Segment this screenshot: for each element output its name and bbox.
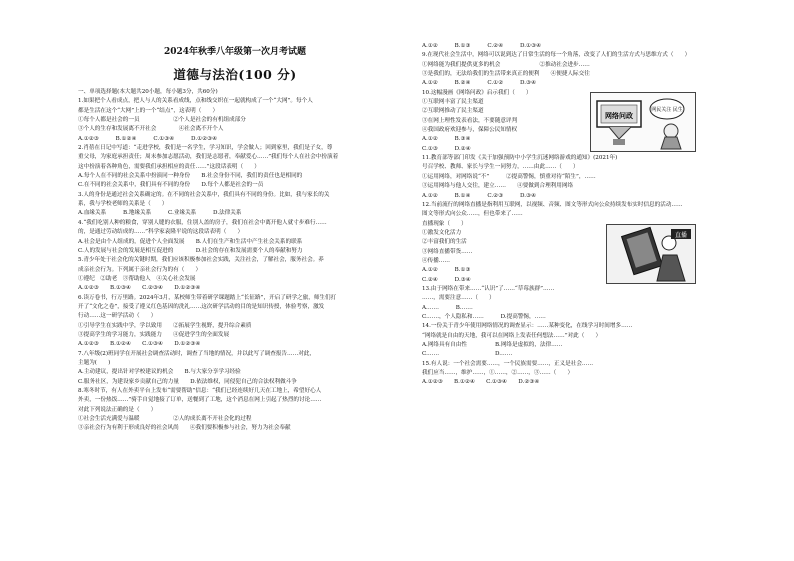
left-text-line: 成亲社会行为。下列属于亲社会行为的有（ ） [78, 266, 202, 273]
right-text-line: ③在网上理性发表看法，不要随意评判 [422, 117, 518, 124]
left-text-line: A.社会是由个人组成的，促进个人全面发展 B.人们在生产和生活中产生社会关系的联系 [78, 238, 303, 245]
right-text-line: A.①② B.③④ [422, 136, 471, 143]
right-text-line: 12.当前流行的网络直播是指利用互联网，以视频、音频、图文等形式向公众持续发布实时信息的活动…… [422, 201, 683, 208]
cartoon2-caption: 直播 [674, 232, 688, 239]
left-text-line: C.服务社区，为建设家乡贡献自己的力量 D.依法维权，同侵犯自己的合法权利做斗争 [78, 378, 297, 385]
cartoon-network-politics-icon [591, 93, 695, 151]
left-text-line: C.人的发展与社会的发展是相互促进的 D.社会的存在和发展需要个人的奉献和努力 [78, 247, 303, 254]
left-text-line: A.①②③ B.①③④ C.②③④ D.①②③④ [78, 285, 201, 292]
left-text-line: ③亲社会行为有利于形成良好的社会风尚 ④我们要积极参与社会，努力为社会奉献 [78, 425, 291, 432]
right-text-line: “网络就是自由的天地，我可以在网络上发表任何想法……”对此（ ） [422, 332, 602, 339]
right-text-line: 13.由于网络在带来……“认识”了……“草莓族群”…… [422, 285, 555, 292]
cartoon-live-streaming [606, 224, 696, 284]
left-text-line: 开了“文化之卷”，接受了遵义红色基因的洗礼……这次研学活动的目的是知识传授，体验考察，激发 [78, 303, 325, 310]
right-text-line: ①运用网络，对网络说“不” ②提高警惕，慎重对待“陌生”，…… [422, 173, 596, 180]
right-text-line: ③运用网络与他人交往，建立…… ④要做到合理利用网络 [422, 183, 574, 190]
right-text-line: C.①③ D.②④ [422, 145, 471, 152]
right-text-line: 号召学校、教师、家长与学生一同努力，……由此……（ ） [422, 164, 579, 171]
cartoon1-caption: 网络问政 [605, 112, 633, 120]
left-text-line: 6.读万卷书，行万里路。2024年3月，某校师生带着研学课题踏上“长征路”，开启了研学之旅，师生们打 [78, 294, 337, 301]
left-text-line: A.主动建议，提出针对学校建议的机会 B.与大家分享学习经验 [78, 369, 241, 376]
cartoon1-bubble: 网民关注 民生 [651, 107, 683, 113]
left-text-line: 系，我与学校老师的关系是（ ） [78, 201, 168, 208]
right-text-line: C.…… D.…… [422, 351, 513, 358]
right-text-line: 10.这幅漫画《网络问政》启示我们（ ） [422, 89, 532, 96]
right-text-line: ②互联网推动了民主渠道 [422, 108, 484, 115]
left-text-line: ③提高学生的学习能力，实践能力 ④促进学生的全面发展 [78, 331, 230, 338]
left-text-line: A.血缘关系 B.地缘关系 C.业缘关系 D.法律关系 [78, 210, 242, 217]
left-text-line: ①引导学生在实践中学，学以致用 ②拓展学生视野，提升综合素质 [78, 322, 252, 329]
right-text-line: ①激发文化活力 [422, 229, 462, 236]
cartoon-network-politics [590, 92, 696, 152]
left-text-line: 7.八年级(2)班同学在开展社会调查活动时，调查了当地的情况，并以此写了调查报告……对此， [78, 350, 316, 357]
left-text-line: 外卖，一份热饭……”骑手自觉地接了订单，送餐到了工地，这个消息在网上引起了热烈的讨论…… [78, 397, 322, 404]
right-text-line: A.…… B.…… [422, 304, 473, 311]
left-text-line: ①遵纪 ②助老 ③帮助他人 ④关心社会发展 [78, 275, 196, 282]
left-text-line: ①每个人都是社会的一员 ②个人是社会的有机组成部分 [78, 117, 246, 124]
left-text-line: 8.寒冬时节，有人在外卖平台上发布“需要帮助”信息：“我们已经连续好几天在工地上，希望好心人 [78, 388, 322, 394]
right-text-line: ③网络直播带货…… [422, 248, 473, 255]
right-text-line: ……，需要注意……（ ） [422, 295, 495, 302]
right-text-line: A.①② B.①③ [422, 267, 471, 274]
left-text-line: 3.人的身份是通过社会关系确定的。在不同的社会关系中，我们具有不同的身份。比如，我与家长的关 [78, 191, 330, 198]
right-text-line: C.……，个人隐私和…… D.提高警惕，…… [422, 313, 546, 320]
left-text-line: ①社会生活充满爱与温暖 ②人的成长离不开社会化的过程 [78, 416, 252, 423]
left-text-line: ③个人的生存和发展离不开社会 ④社会离不开个人 [78, 126, 224, 133]
left-text-line: 对此下列说法正确的是（ ） [78, 406, 157, 413]
right-text-line: ①互联网丰富了民主渠道 [422, 99, 484, 106]
left-text-line: 都是生活在这个“大网”上的一个“结点”，这表明（ ） [78, 107, 219, 114]
right-text-line: 9.在现代社会生活中，网络可以说到达了日常生活的每一个角落，改变了人们的生活方式与思维方式（ ） [422, 52, 691, 59]
right-text-line: 11.教育部等部门印发《关于加强预防中小学生沉迷网络游戏的通知》(2021年) [422, 155, 618, 162]
left-text-line: 这中扮演着各种角色，需要我们承担相应的责任……”这段话表明（ ） [78, 163, 260, 170]
exam-title: 2024年秋季八年级第一次月考试题 [163, 47, 307, 57]
left-text-line: 主题为( ) [78, 359, 111, 366]
right-text-line: A.网络具有自由性 B.网络是虚拟的，法律…… [422, 342, 563, 348]
right-text-line: A.①②③ B.①②④ C.①③④ D.②③④ [422, 379, 540, 386]
right-text-line: 14.一份关于青少年使用网络情况的调查显示：……某种变化，在线学习时间增多…… [422, 323, 633, 330]
left-text-line: 的，是通过劳动结成的……”科学家袁隆平说的这段话表明（ ） [78, 229, 244, 236]
right-text-line: C.②④ D.③④ [422, 276, 471, 283]
left-text-line: 1.如果把个人看成点，把人与人的关系看成线，点和线交织在一起就构成了一个“大网”。每个人 [78, 98, 313, 105]
left-text-line: 行动……这一研学活动（ ） [78, 313, 157, 320]
left-text-line: A.每个人在不同的社会关系中扮演同一种身份 B.社会身份不同，我们的责任也是相同的 [78, 173, 303, 180]
right-text-line: A.①② B.②④ C.①② D.③④ [422, 80, 537, 87]
left-text-line: 2.肖蓓在日记中写道：“走进学校，我们是一名学生，学习知识，学会做人；回到家里，我们是子女，尊 [78, 145, 333, 152]
left-text-line: 重父母，为家庭承担责任；周末参加志愿活动，我们是志愿者，奉献爱心……”我们每个人在社会中扮演着 [78, 154, 339, 161]
left-text-line: 4.“我们吃别人种的粮食，穿别人缝的衣服，住别人盖的房子，我们在社会中离开他人就寸步难行…… [78, 219, 327, 226]
left-text-line: A.①②③ B.①②④ C.①③④ D.①②③④ [78, 341, 201, 348]
right-text-line: ④我国政府欢迎参与，保障公民知情权 [422, 127, 518, 134]
left-text-line: C.在不同的社会关系中，我们具有不同的身份 D.每个人都是社会的一员 [78, 182, 264, 189]
subject-title: 道德与法治(100 分) [173, 67, 297, 82]
right-text-line: A.①② B.①③ C.②④ D.①③④ [422, 43, 542, 49]
left-text-line: A.①②③ B.①②④ C.①③④ D.①②③④ [78, 135, 218, 142]
right-text-line: 图文等形式向公众……，但也带来了…… [422, 211, 523, 218]
left-text-line: 一、单项选择题(本大题共20小题，每小题3分，共60分) [78, 89, 218, 95]
cartoon-live-streaming-icon [607, 225, 695, 283]
right-text-line: ③是我们的，无法给我们的生活带来真正的便利 ④便捷人际交往 [422, 71, 590, 78]
right-text-line: A.①② B.①④ C.②③ D.③④ [422, 192, 537, 199]
right-text-line: ②丰富我们的生活 [422, 239, 467, 246]
right-text-line: ④传播…… [422, 257, 450, 264]
right-text-line: 15.有人说：一个社会需要……，一个民族需要……，正义是社会…… [422, 360, 594, 367]
right-text-line: 直播现象（ ） [422, 220, 467, 227]
right-text-line: 我们应当……，维护……，①……，②……，③……（ ） [422, 370, 574, 377]
left-column [78, 88, 385, 434]
right-text-line: ①网络能为我们提供更多的机会 ②推动社会进步…… [422, 61, 590, 68]
left-text-line: 5.青少年处于社会化的关键时期，我们应该积极参加社会实践，关注社会，了解社会，服务社会。养 [78, 257, 324, 264]
